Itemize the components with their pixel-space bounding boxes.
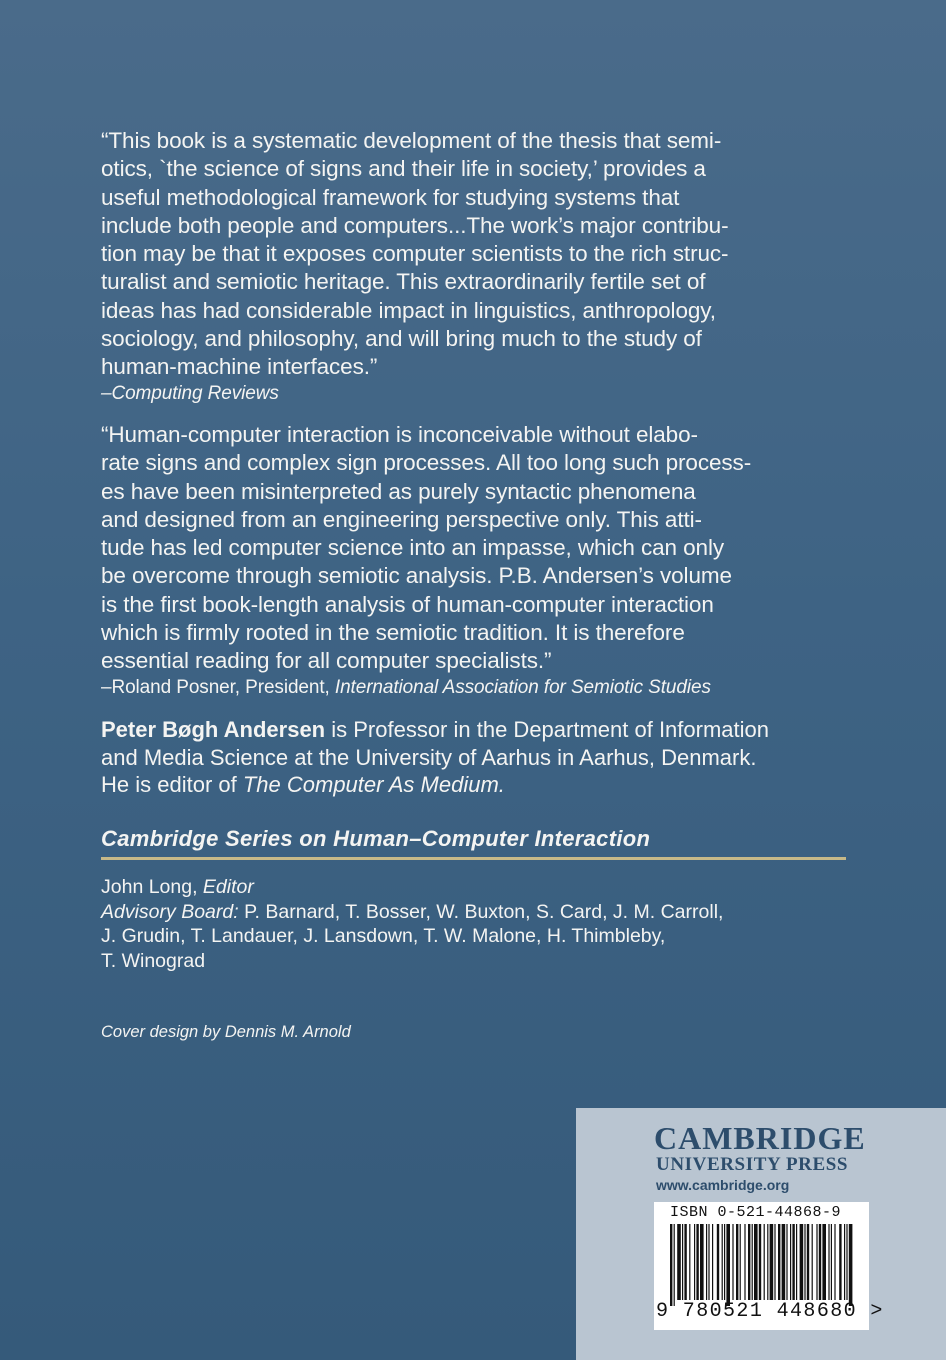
quote-line: “This book is a systematic development of the thesis that semi- [101,128,722,153]
quote-line: tion may be that it exposes computer scientists to the rich struc- [101,241,729,267]
quote-line: sociology, and philosophy, and will bring much to the study of [101,326,702,352]
review-quote-roland-posner [101,421,841,700]
quote-line: and designed from an engineering perspective only. This atti- [101,506,702,532]
publisher-subname: UNIVERSITY PRESS [656,1154,849,1175]
quote-line: “Human-computer interaction is inconceivable without elabo- [101,422,698,447]
quote-attribution [101,676,841,700]
quote-line: tude has led computer science into an impasse, which can only [101,535,724,561]
quote-line: ideas has had considerable impact in linguistics, anthropology, [101,297,716,323]
advisory-board-names: J. Grudin, T. Landauer, J. Lansdown, T. W. Malone, H. Thimbleby, [101,925,666,947]
editor-role: Editor [202,876,254,898]
barcode-panel [654,1202,884,1330]
advisory-board-names: P. Barnard, T. Bosser, W. Buxton, S. Card, J. M. Carroll, [244,900,724,923]
quote-line: is the first book-length analysis of human-computer interaction [101,591,714,617]
series-board [101,875,841,973]
edited-book-title: The Computer As Medium. [242,772,505,797]
advisory-board-label: Advisory Board: [101,900,245,923]
quote-line: human-machine interfaces.” [101,354,378,380]
quote-line: be overcome through semiotic analysis. P.B. Andersen’s volume [101,563,732,589]
advisory-board-names: T. Winograd [101,949,206,972]
editor-name: John Long, [101,876,203,898]
series-title: Cambridge Series on Human–Computer Interaction [101,826,651,851]
isbn-text: ISBN 0-521-44868-9 [670,1204,842,1221]
quote-line: include both people and computers...The work’s major contribu- [101,212,729,238]
author-bio [101,716,861,799]
attribution-person: –Roland Posner, President, [101,676,335,698]
quote-line: otics, `the science of signs and their life in society,’ provides a [101,156,706,182]
quote-attribution: –Computing Reviews [101,382,279,404]
attribution-organization: International Association for Semiotic Studies [334,676,711,698]
quote-line: useful methodological framework for studying systems that [101,184,680,210]
quote-line: essential reading for all computer specialists.” [101,648,552,674]
review-quote-computing-reviews [101,127,841,406]
quote-line: rate signs and complex sign processes. All too long such process- [101,450,752,476]
ean-digits: 9 780521 448680 > [656,1300,884,1323]
divider [101,857,846,860]
author-name: Peter Bøgh Andersen [101,717,326,742]
publisher-name: CAMBRIDGE [654,1120,866,1156]
bio-text: He is editor of [101,772,243,797]
publisher-panel [576,1108,946,1360]
publisher-url: www.cambridge.org [656,1177,790,1193]
quote-line: which is firmly rooted in the semiotic tradition. It is therefore [101,620,685,646]
bio-text: is Professor in the Department of Information [325,717,769,742]
cover-design-credit: Cover design by Dennis M. Arnold [101,1023,351,1041]
bio-text: and Media Science at the University of Aarhus in Aarhus, Denmark. [101,744,757,770]
quote-line: es have been misinterpreted as purely syntactic phenomena [101,478,696,504]
quote-line: turalist and semiotic heritage. This extraordinarily fertile set of [101,269,706,295]
